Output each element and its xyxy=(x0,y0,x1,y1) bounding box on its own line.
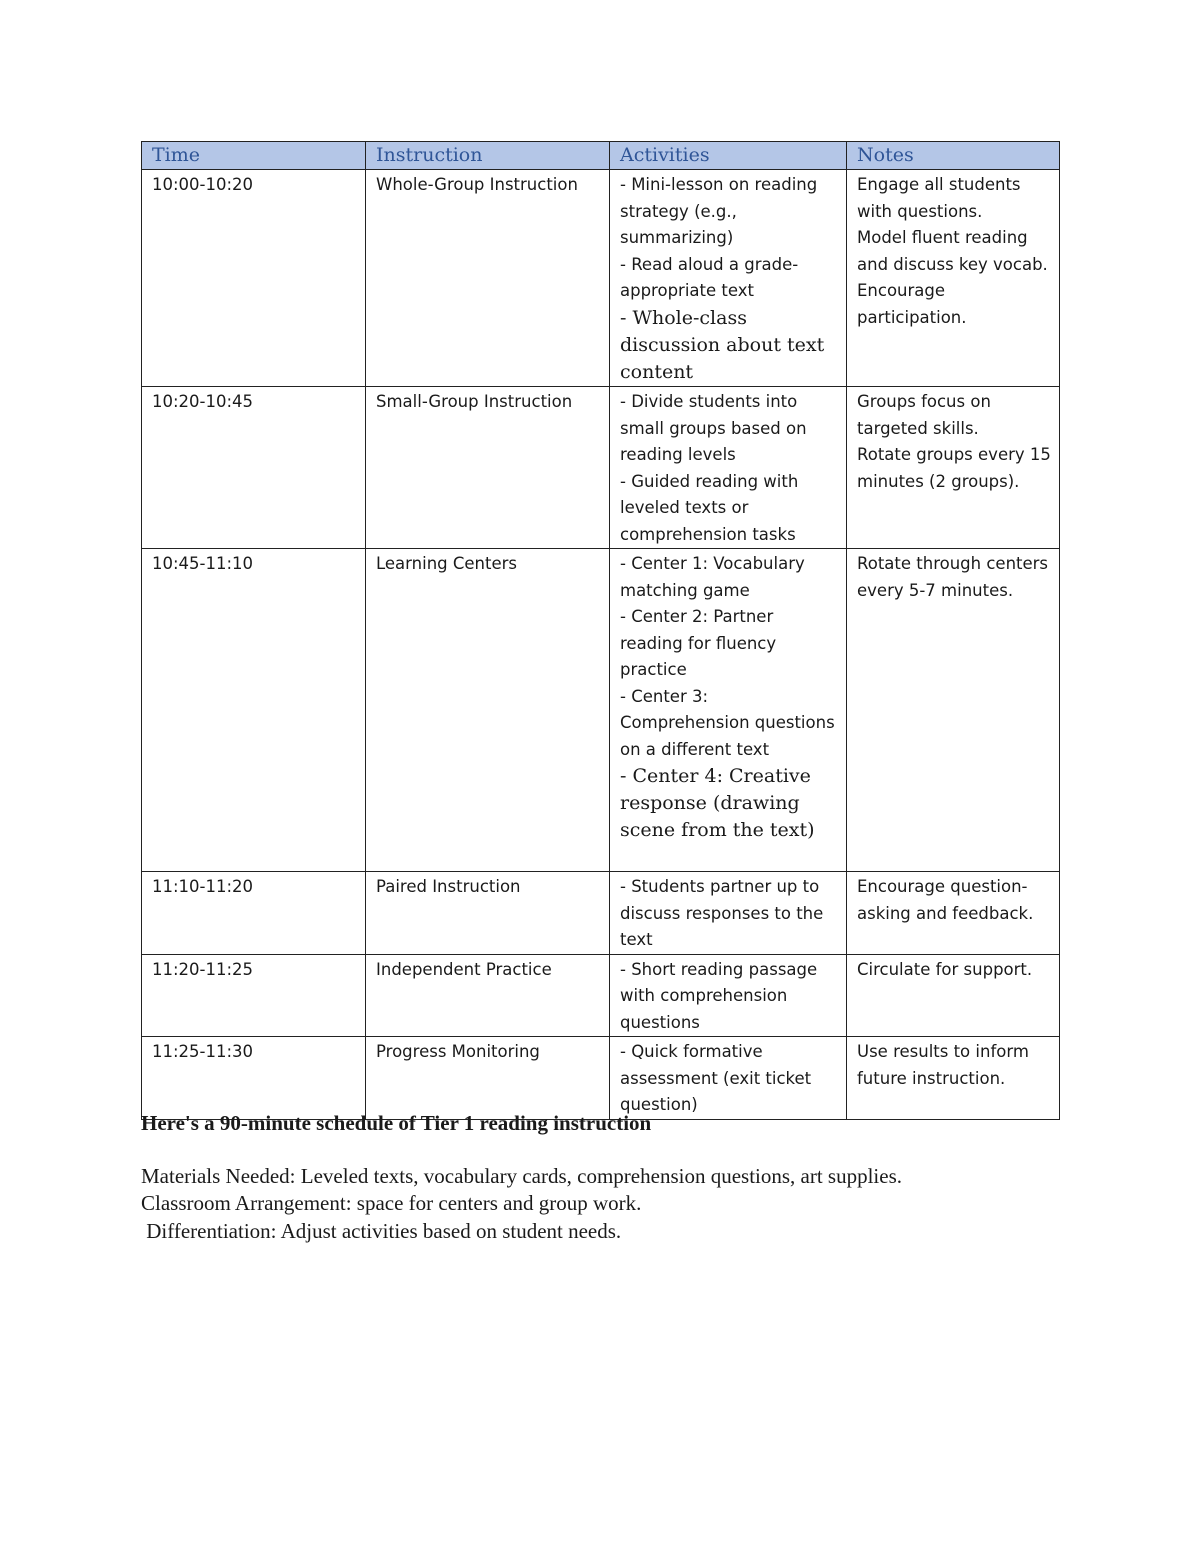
table-row xyxy=(142,387,1060,549)
differentiation-note: Differentiation: Adjust activities based on student needs. xyxy=(141,1219,622,1243)
note-line: Engage all students with questions. xyxy=(857,175,1021,221)
note-line: Encourage question-asking and feedback. xyxy=(857,877,1034,923)
activities-cell xyxy=(610,549,847,872)
table-row xyxy=(142,549,1060,872)
classroom-arrangement: Classroom Arrangement: space for centers and group work. xyxy=(141,1191,642,1215)
activity-line: - Whole-class discussion about text content xyxy=(620,306,825,383)
header-time: Time xyxy=(142,142,366,170)
note-line: Use results to inform future instruction. xyxy=(857,1042,1029,1088)
instruction-cell: Paired Instruction xyxy=(366,872,610,955)
time-cell: 11:10-11:20 xyxy=(142,872,366,955)
activity-line: - Students partner up to discuss responses to the text xyxy=(620,877,824,949)
header-notes: Notes xyxy=(847,142,1060,170)
time-cell: 10:00-10:20 xyxy=(142,170,366,387)
activity-line: - Center 4: Creative response (drawing scene from the text) xyxy=(620,765,815,841)
note-line: Rotate through centers every 5-7 minutes. xyxy=(857,554,1049,600)
instruction-cell: Whole-Group Instruction xyxy=(366,170,610,387)
header-activities: Activities xyxy=(610,142,847,170)
notes-cell xyxy=(847,387,1060,549)
note-line: Rotate groups every 15 minutes (2 groups). xyxy=(857,445,1051,491)
note-line: Groups focus on targeted skills. xyxy=(857,392,991,438)
table-row xyxy=(142,872,1060,955)
notes-cell xyxy=(847,954,1060,1037)
activity-line: - Read aloud a grade-appropriate text xyxy=(620,254,799,300)
activities-cell xyxy=(610,387,847,549)
instruction-cell: Progress Monitoring xyxy=(366,1037,610,1120)
note-line: Model fluent reading and discuss key vocab. xyxy=(857,228,1048,274)
header-instruction: Instruction xyxy=(366,142,610,170)
instruction-cell: Independent Practice xyxy=(366,954,610,1037)
time-cell: 10:20-10:45 xyxy=(142,387,366,549)
note-line: Encourage participation. xyxy=(857,281,967,327)
activities-cell xyxy=(610,1037,847,1120)
activity-line: - Center 2: Partner reading for fluency practice xyxy=(620,607,777,679)
notes-cell xyxy=(847,1037,1060,1120)
activities-cell xyxy=(610,170,847,387)
time-cell: 10:45-11:10 xyxy=(142,549,366,872)
activities-cell xyxy=(610,872,847,955)
materials-needed: Materials Needed: Leveled texts, vocabulary cards, comprehension questions, art supplies. xyxy=(141,1164,903,1188)
note-line: Circulate for support. xyxy=(857,959,1033,979)
time-cell: 11:25-11:30 xyxy=(142,1037,366,1120)
activity-line: - Center 1: Vocabulary matching game xyxy=(620,554,805,600)
activity-line: - Quick formative assessment (exit ticket question) xyxy=(620,1042,812,1114)
time-cell: 11:20-11:25 xyxy=(142,954,366,1037)
activity-line: - Mini-lesson on reading strategy (e.g., summarizing) xyxy=(620,175,818,247)
schedule-table xyxy=(141,141,1060,1120)
instruction-cell: Learning Centers xyxy=(366,549,610,872)
activity-line: - Center 3: Comprehension questions on a different text xyxy=(620,686,835,759)
table-row xyxy=(142,1037,1060,1120)
notes-cell xyxy=(847,170,1060,387)
table-row xyxy=(142,954,1060,1037)
schedule-heading: Here's a 90-minute schedule of Tier 1 reading instruction xyxy=(141,1111,652,1135)
activity-line: - Divide students into small groups based on reading levels xyxy=(620,392,807,464)
notes-cell xyxy=(847,872,1060,955)
table-row xyxy=(142,170,1060,387)
activity-line: - Short reading passage with comprehension questions xyxy=(620,959,818,1032)
activities-cell xyxy=(610,954,847,1037)
table-header-row xyxy=(142,142,1060,170)
activity-line: - Guided reading with leveled texts or comprehension tasks xyxy=(620,471,799,544)
notes-cell xyxy=(847,549,1060,872)
instruction-cell: Small-Group Instruction xyxy=(366,387,610,549)
